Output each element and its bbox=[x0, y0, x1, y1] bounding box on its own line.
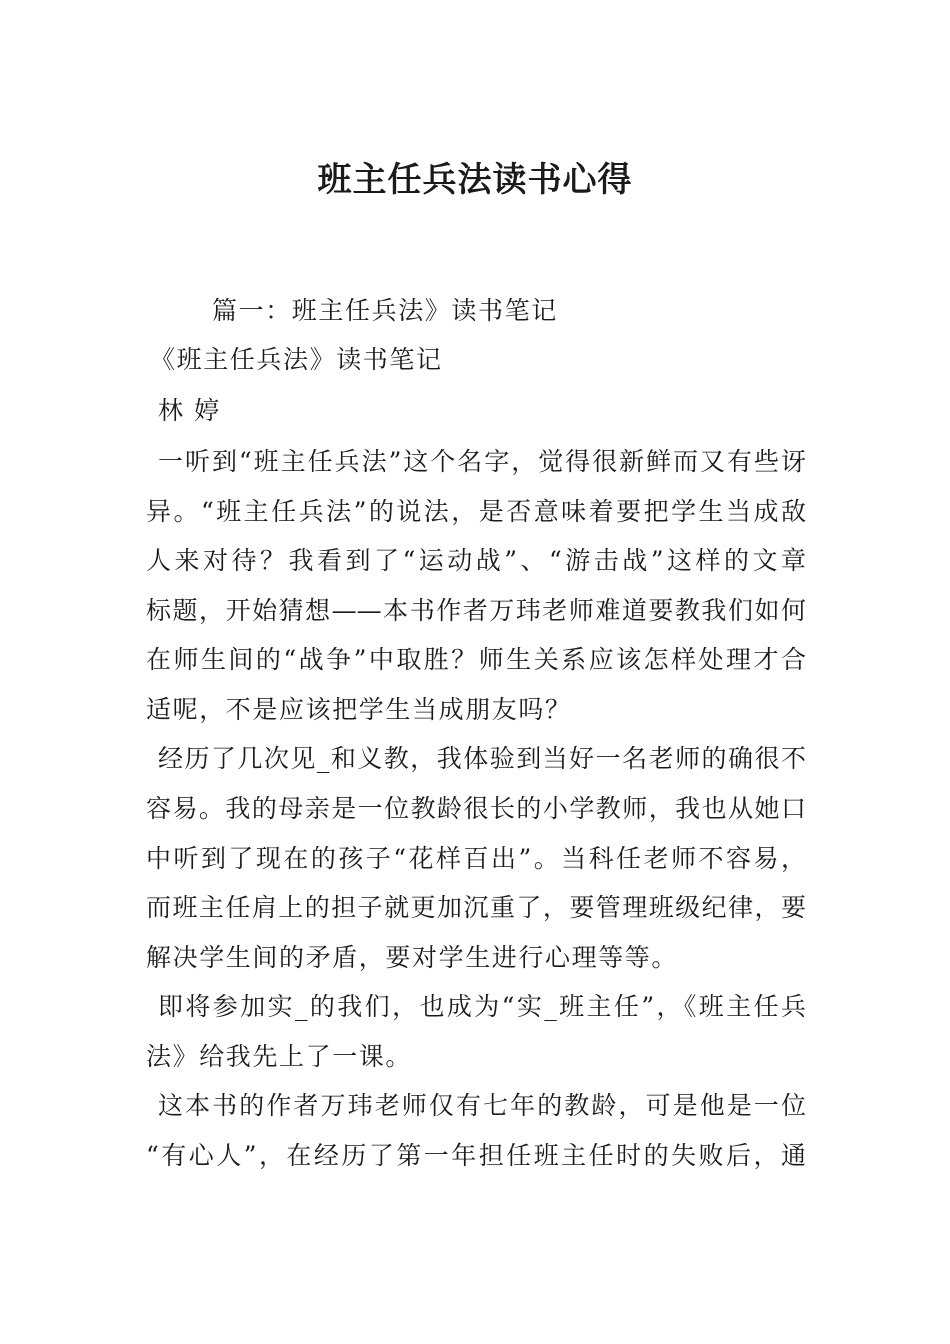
paragraph-line: 中听到了现在的孩子“花样百出”。当科任老师不容易， bbox=[146, 844, 806, 873]
paragraph-line: 适呢，不是应该把学生当成朋友吗？ bbox=[146, 695, 572, 724]
paragraph-line: 即将参加实_的我们，也成为“实_班主任”，《班主任兵 bbox=[158, 992, 806, 1021]
notes-title: 《班主任兵法》读书笔记 bbox=[150, 345, 443, 374]
paragraph-line: 经历了几次见_和义教，我体验到当好一名老师的确很不 bbox=[158, 744, 806, 773]
paragraph-line: 容易。我的母亲是一位教龄很长的小学教师，我也从她口 bbox=[146, 794, 806, 823]
paragraph-line: 解决学生间的矛盾，要对学生进行心理等等。 bbox=[146, 943, 679, 972]
document-title: 班主任兵法读书心得 bbox=[317, 160, 633, 200]
paragraph-line: 法》给我先上了一课。 bbox=[146, 1042, 413, 1071]
paragraph-line: “有心人”，在经历了第一年担任班主任时的失败后，通 bbox=[146, 1141, 806, 1170]
article-heading: 篇一：班主任兵法》读书笔记 bbox=[212, 296, 558, 325]
author-name: 林 婷 bbox=[158, 396, 221, 425]
paragraph-line: 标题，开始猜想——本书作者万玮老师难道要教我们如何 bbox=[146, 596, 806, 625]
paragraph-line: 异。“班主任兵法”的说法，是否意味着要把学生当成敌 bbox=[146, 497, 806, 526]
paragraph-line: 人来对待？我看到了“运动战”、“游击战”这样的文章 bbox=[146, 546, 806, 575]
paragraph-line: 这本书的作者万玮老师仅有七年的教龄，可是他是一位 bbox=[158, 1091, 806, 1120]
paragraph-line: 在师生间的“战争”中取胜？师生关系应该怎样处理才合 bbox=[146, 645, 806, 674]
paragraph-line: 一听到“班主任兵法”这个名字，觉得很新鲜而又有些讶 bbox=[158, 447, 806, 476]
paragraph-line: 而班主任肩上的担子就更加沉重了，要管理班级纪律，要 bbox=[146, 893, 806, 922]
